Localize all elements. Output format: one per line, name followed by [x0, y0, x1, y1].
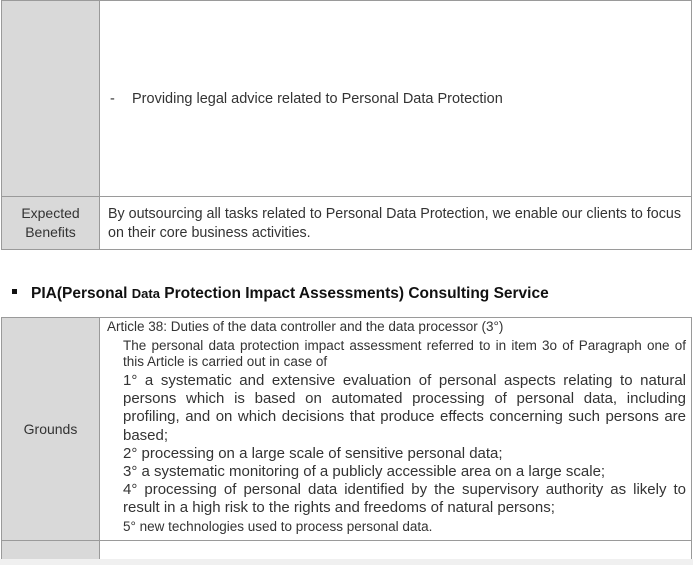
section-heading	[12, 285, 549, 303]
heading-part-2: Data	[131, 286, 160, 301]
list-item: 1° a systematic and extensive evaluation of personal aspects relating to natural persons which is based on automated processing of personal data, including profiling, and on which decisions that produce effects concerning such persons are based;	[123, 372, 686, 444]
empty-label-cell	[2, 1, 100, 197]
heading-part-3: Protection Impact Assessments) Consulting Service	[159, 285, 549, 302]
list-item: 5° new technologies used to process personal data.	[123, 518, 433, 534]
expected-benefits-cell	[100, 197, 692, 250]
article-items	[123, 372, 686, 535]
service-text: Providing legal advice related to Personal Data Protection	[132, 91, 503, 107]
list-item: 2° processing on a large scale of sensitive personal data;	[123, 444, 503, 462]
article-title: Article 38: Duties of the data controller and the data processor (3°)	[107, 319, 504, 334]
grounds-cell	[100, 318, 692, 541]
article-intro: The personal data protection impact assessment referred to in item 3o of Paragraph one of this Article is carried out in case of	[123, 338, 686, 369]
dash-bullet: -	[110, 91, 115, 107]
list-item: 4° processing of personal data identified by the supervisory authority as likely to result in a high risk to the rights and freedoms of natural persons;	[123, 481, 686, 517]
label-line-1: Expected	[21, 205, 80, 221]
page-bottom-edge	[0, 559, 693, 565]
label-line-2: Benefits	[25, 224, 76, 240]
expected-benefits-text: By outsourcing all tasks related to Personal Data Protection, we enable our clients to focus on their core business activities.	[108, 206, 681, 241]
heading-part-1: PIA(Personal	[31, 285, 132, 302]
service-list-item	[110, 91, 503, 107]
list-item: 3° a systematic monitoring of a publicly accessible area on a large scale;	[123, 463, 606, 481]
grounds-label: Grounds	[2, 318, 100, 541]
square-bullet-icon	[12, 289, 17, 294]
services-table	[1, 0, 692, 250]
expected-benefits-label	[2, 197, 100, 250]
grounds-table	[1, 317, 692, 562]
services-cell	[100, 1, 692, 197]
